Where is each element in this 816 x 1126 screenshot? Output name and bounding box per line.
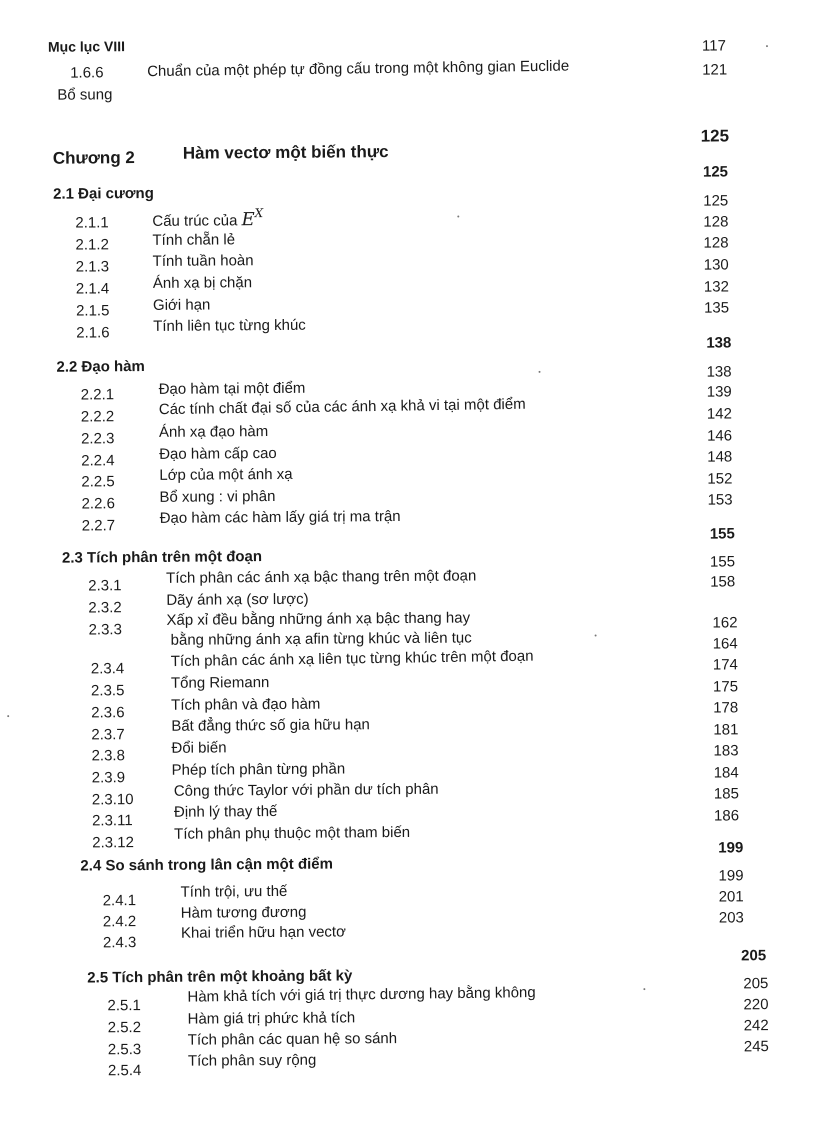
entry-number: 2.3.11: [91, 812, 133, 830]
entry-page: 139: [706, 383, 732, 401]
running-header: Mục lục VIII: [47, 38, 126, 55]
entry-title: Đạo hàm các hàm lấy giá trị ma trận: [159, 507, 401, 527]
math-symbol: E: [241, 209, 255, 231]
entry-title-text: Cấu trúc của: [152, 212, 242, 230]
entry-page: 125: [703, 192, 729, 210]
entry-page: 185: [713, 785, 739, 803]
entry-page: 153: [707, 491, 733, 509]
entry-page: 158: [710, 573, 736, 591]
entry-title: Công thức Taylor với phần dư tích phân: [173, 780, 439, 800]
entry-title: Bất đẳng thức số gia hữu hạn: [171, 716, 370, 735]
entry-title: Ánh xạ đạo hàm: [158, 423, 269, 441]
scan-speck: [643, 988, 645, 990]
entry-number: 2.2.1: [80, 386, 115, 404]
entry-page: 155: [709, 553, 736, 571]
chapter-page: 125: [700, 126, 730, 146]
entry-number: 2.1.4: [75, 280, 110, 298]
entry-title: Bổ xung : vi phân: [159, 487, 276, 506]
entry-number: 2.3.3: [88, 621, 122, 639]
entry-page: 128: [703, 213, 729, 231]
scan-speck: [766, 45, 768, 47]
entry-number: 2.2.6: [81, 495, 115, 513]
entry-page: 152: [707, 470, 733, 488]
entry-page: 121: [702, 61, 728, 79]
entry-title: Dãy ánh xạ (sơ lược): [166, 590, 309, 609]
chapter-title: Hàm vectơ một biến thực: [182, 142, 389, 163]
section-page: 199: [718, 839, 744, 857]
entry-title: Giới hạn: [152, 296, 211, 314]
math-superscript: X: [254, 206, 264, 221]
entry-number: 2.3.6: [91, 704, 125, 722]
entry-title: Bổ sung: [57, 86, 113, 104]
entry-title: Đổi biến: [171, 739, 227, 757]
entry-number: 2.3.9: [91, 769, 126, 787]
entry-number: 2.2.5: [81, 473, 115, 491]
entry-page: 142: [706, 405, 732, 423]
entry-title: Phép tích phân từng phần: [171, 760, 346, 779]
entry-number: 2.3.7: [91, 726, 125, 744]
section-page: 205: [741, 947, 767, 965]
entry-page: 175: [712, 678, 739, 696]
entry-number: 2.1.3: [75, 258, 110, 276]
entry-title: Định lý thay thế: [173, 802, 278, 821]
entry-number: 2.2.4: [81, 452, 115, 470]
header-page-number: 117: [701, 37, 726, 55]
section-title: 2.5 Tích phân trên một khoảng bất kỳ: [87, 967, 353, 987]
entry-title: bằng những ánh xạ afin từng khúc và liên tục: [170, 629, 472, 649]
entry-number: 2.1.5: [75, 302, 110, 320]
entry-number: 2.2.7: [81, 517, 116, 535]
entry-number: 2.1.2: [75, 236, 109, 254]
entry-number: 2.3.1: [88, 577, 122, 595]
entry-page: 128: [703, 234, 729, 252]
entry-number: 2.1.6: [76, 324, 110, 342]
entry-title: Chuẩn của một phép tự đồng cấu trong một không gian Euclide: [147, 57, 570, 81]
entry-number: 2.3.12: [92, 834, 134, 852]
entry-page: 164: [712, 635, 738, 653]
entry-page: 178: [713, 699, 739, 717]
entry-page: 135: [703, 299, 730, 317]
entry-number: 2.4.3: [102, 934, 137, 952]
entry-title: Tích phân và đạo hàm: [171, 695, 321, 714]
section-title: 2.2 Đạo hàm: [56, 357, 145, 376]
scan-speck: [595, 634, 597, 636]
entry-page: 205: [743, 975, 769, 993]
section-page: 125: [702, 163, 729, 181]
section-title: 2.1 Đại cương: [53, 184, 154, 203]
entry-title: Tích phân các quan hệ so sánh: [187, 1030, 398, 1049]
entry-number: 2.2.3: [80, 430, 115, 448]
entry-title: Tính trội, ưu thế: [180, 882, 288, 901]
scan-speck: [539, 371, 541, 373]
entry-title: Tích phân các ánh xạ bậc thang trên một đoạn: [166, 567, 477, 587]
entry-number: 2.3.2: [88, 599, 122, 617]
entry-title: [152, 206, 264, 231]
entry-title: Xấp xỉ đều bằng những ánh xạ bậc thang hay: [166, 609, 471, 629]
entry-number: 2.5.2: [107, 1019, 142, 1037]
entry-number: 1.6.6: [70, 64, 104, 82]
entry-title: Tích phân phụ thuộc một tham biến: [174, 823, 411, 843]
chapter-label: Chương 2: [52, 148, 135, 168]
scan-speck: [7, 715, 9, 717]
entry-number: 2.5.4: [107, 1062, 142, 1080]
entry-page: 148: [707, 448, 733, 466]
entry-title: Ánh xạ bị chặn: [152, 274, 253, 292]
entry-number: 2.3.5: [90, 682, 125, 700]
entry-title: Tích phân các ánh xạ liên tục từng khúc trên một đoạn: [170, 647, 534, 671]
section-page: 155: [709, 525, 735, 543]
entry-page: 245: [743, 1038, 769, 1056]
entry-page: 186: [713, 807, 740, 825]
entry-number: 2.2.2: [80, 408, 115, 426]
entry-page: 181: [713, 721, 739, 739]
entry-title: Tính tuần hoàn: [152, 252, 254, 270]
entry-title: Khai triển hữu hạn vectơ: [180, 923, 346, 942]
entry-title: Tính liên tục từng khúc: [153, 316, 306, 335]
entry-page: 242: [743, 1017, 769, 1035]
entry-number: 2.4.1: [102, 892, 137, 910]
entry-page: 162: [712, 614, 738, 632]
entry-title: Tích phân suy rộng: [187, 1051, 317, 1070]
section-page: 138: [706, 334, 732, 352]
entry-page: 130: [703, 256, 729, 274]
entry-number: 2.3.10: [91, 791, 134, 809]
section-title: 2.3 Tích phân trên một đoạn: [61, 548, 263, 567]
scan-speck: [457, 216, 459, 218]
entry-number: 2.5.1: [107, 997, 141, 1015]
entry-page: 201: [718, 888, 744, 906]
entry-page: 199: [718, 867, 744, 885]
entry-title: Hàm tương đương: [180, 903, 307, 922]
entry-title: Đạo hàm tại một điểm: [158, 379, 306, 398]
entry-page: 138: [706, 363, 732, 381]
entry-title: Tính chẵn lẻ: [152, 231, 236, 249]
entry-number: 2.3.4: [90, 660, 125, 678]
entry-page: 146: [706, 427, 733, 445]
entry-page: 174: [712, 656, 738, 674]
entry-page: 184: [713, 764, 739, 782]
entry-number: 2.3.8: [91, 747, 125, 765]
entry-title: Tổng Riemann: [170, 674, 270, 692]
entry-page: 132: [703, 278, 729, 296]
entry-title: Hàm giá trị phức khả tích: [187, 1009, 356, 1028]
entry-title: Đạo hàm cấp cao: [159, 444, 277, 463]
entry-page: 203: [718, 909, 744, 927]
section-title: 2.4 So sánh trong lân cận một điểm: [80, 855, 333, 875]
entry-number: 2.4.2: [102, 913, 137, 931]
entry-page: 183: [713, 742, 739, 760]
entry-title: Lớp của một ánh xạ: [159, 465, 293, 484]
entry-title: Hàm khả tích với giá trị thực dương hay bằng không: [187, 984, 536, 1006]
entry-title: Các tính chất đại số của các ánh xạ khả vi tại một điểm: [158, 395, 526, 419]
entry-page: 220: [743, 996, 769, 1014]
entry-number: 2.5.3: [107, 1041, 142, 1059]
entry-number: 2.1.1: [75, 214, 109, 232]
